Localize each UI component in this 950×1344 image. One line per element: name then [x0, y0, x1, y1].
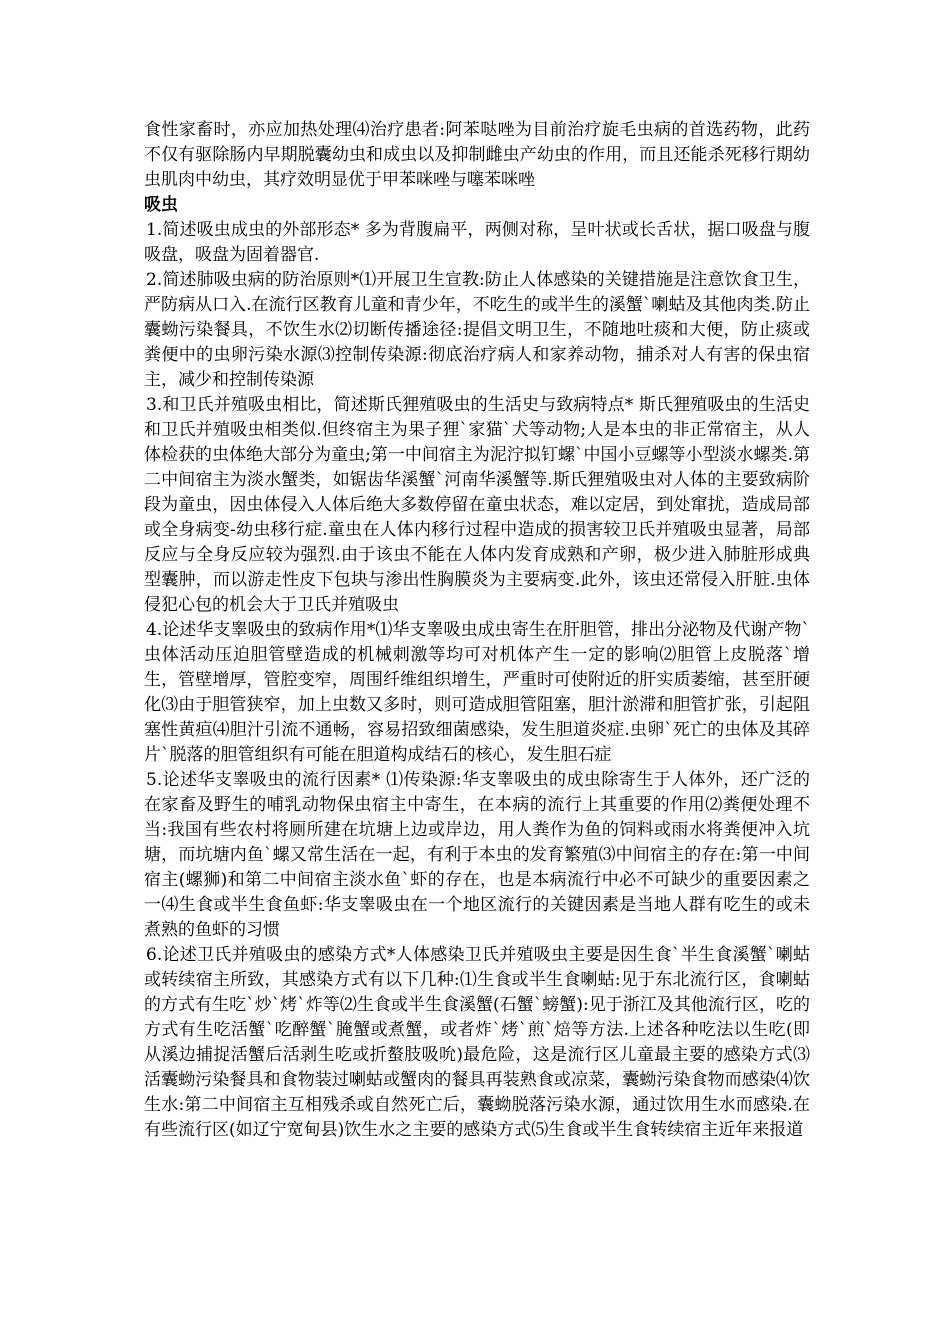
question-6: 6.论述卫氏并殖吸虫的感染方式*人体感染卫氏并殖吸虫主要是因生食`半生食溪蟹`喇蛄或转续宿主所致，其感染方式有以下几种:⑴生食或半生食喇蛄:见于东北流行区，食喇蛄的方式有生吃`炒`烤`炸等⑵生食或半生食溪蟹(石蟹`螃蟹):见于浙江及其他流行区，吃的方式有生吃活蟹`吃醉蟹`腌蟹或煮蟹，或者炸`烤`煎`焙等方法.上述各种吃法以生吃(即从溪边捕捉活蟹后活剥生吃或折螯肢吸吮)最危险，这是流行区儿童最主要的感染方式⑶活囊蚴污染餐具和食物装过喇蛄或蟹肉的餐具再装熟食或凉菜，囊蚴污染食物而感染⑷饮生水:第二中间宿主互相残杀或自然死亡后，囊蚴脱落污染水源，通过饮用生水而感染.在有些流行区(如辽宁宽甸县)饮生水之主要的感染方式⑸生食或半生食转续宿主近年来报道 — [144, 945, 810, 1140]
question-2: 2.简述肺吸虫病的防治原则*⑴开展卫生宣教:防止人体感染的关键措施是注意饮食卫生，严防病从口入.在流行区教育儿童和青少年，不吃生的或半生的溪蟹`喇蛄及其他肉类.防止囊蚴污染餐具，不饮生水⑵切断传播途径:提倡文明卫生，不随地吐痰和大便，防止痰或粪便中的虫卵污染水源⑶控制传染源:彻底治疗病人和家养动物，捕杀对人有害的保虫宿主，减少和控制传染源 — [144, 270, 810, 390]
section-title: 吸虫 — [144, 195, 178, 215]
question-1: 1.简述吸虫成虫的外部形态* 多为背腹扁平，两侧对称，呈叶状或长舌状，据口吸盘与腹吸盘，吸盘为固着器官. — [144, 220, 810, 265]
question-5: 5.论述华支睾吸虫的流行因素* ⑴传染源:华支睾吸虫的成虫除寄生于人体外，还广泛的在家畜及野生的哺乳动物保虫宿主中寄生，在本病的流行上其重要的作用⑵粪便处理不当:我国有些农村将厕所建在坑塘上边或岸边，用人粪作为鱼的饲料或雨水将粪便冲入坑塘，而坑塘内鱼`螺又常生活在一起，有利于本虫的发育繁殖⑶中间宿主的存在:第一中间宿主(螺狮)和第二中间宿主淡水鱼`虾的存在，也是本病流行中必不可缺少的重要因素之一⑷生食或半生食鱼虾:华支睾吸虫在一个地区流行的关键因素是当地人群有吃生的或未煮熟的鱼虾的习惯 — [144, 770, 810, 940]
document-page — [144, 118, 810, 1143]
question-3: 3.和卫氏并殖吸虫相比，简述斯氏狸殖吸虫的生活史与致病特点* 斯氏狸殖吸虫的生活史和卫氏并殖吸虫相类似.但终宿主为果子狸`家猫`犬等动物;人是本虫的非正常宿主，从人体检获的虫体绝大部分为童虫;第一中间宿主为泥泞拟钉螺`中国小豆螺等小型淡水螺类.第二中间宿主为淡水蟹类，如锯齿华溪蟹`河南华溪蟹等.斯氏狸殖吸虫对人体的主要致病阶段为童虫，因虫体侵入人体后绝大多数停留在童虫状态，难以定居，到处窜扰，造成局部或全身病变-幼虫移行症.童虫在人体内移行过程中造成的损害较卫氏并殖吸虫显著，局部反应与全身反应较为强烈.由于该虫不能在人体内发育成熟和产卵，极少进入肺脏形成典型囊肿，而以游走性皮下包块与渗出性胸膜炎为主要病变.此外，该虫还常侵入肝脏.虫体侵犯心包的机会大于卫氏并殖吸虫 — [144, 395, 810, 615]
intro-paragraph: 食性家畜时，亦应加热处理⑷治疗患者:阿苯哒唑为目前治疗旋毛虫病的首选药物，此药不仅有驱除肠内早期脱囊幼虫和成虫以及抑制雌虫产幼虫的作用，而且还能杀死移行期幼虫肌肉中幼虫，其疗效明显优于甲苯咪唑与噻苯咪唑 — [144, 120, 810, 190]
question-4: 4.论述华支睾吸虫的致病作用*⑴华支睾吸虫成虫寄生在肝胆管，排出分泌物及代谢产物`虫体活动压迫胆管壁造成的机械刺激等均可对机体产生一定的影响⑵胆管上皮脱落`增生，管壁增厚，管腔变窄，周围纤维组织增生，严重时可使附近的肝实质萎缩，甚至肝硬化⑶由于胆管狭窄，加上虫数又多时，则可造成胆管阻塞，胆汁淤滞和胆管扩张，引起阻塞性黄疸⑷胆汁引流不通畅，容易招致细菌感染，发生胆道炎症.虫卵`死亡的虫体及其碎片`脱落的胆管组织有可能在胆道构成结石的核心，发生胆石症 — [144, 620, 810, 765]
